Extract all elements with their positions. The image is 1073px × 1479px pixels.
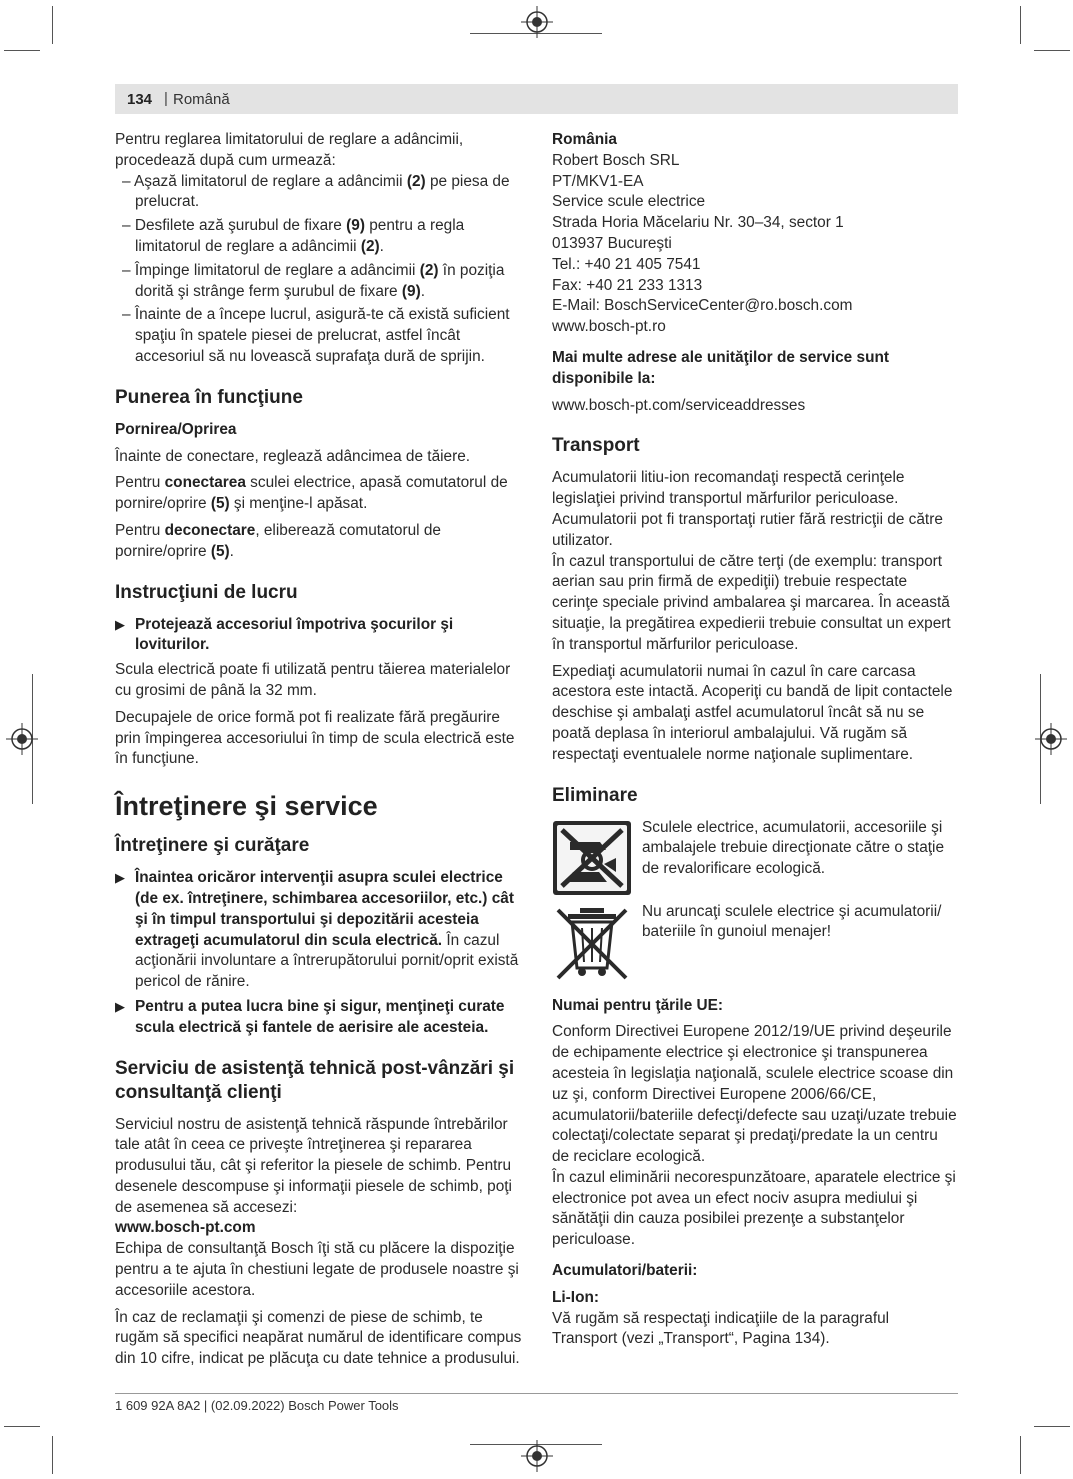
- footer-rule: [115, 1393, 958, 1394]
- registration-mark-icon: [521, 6, 553, 38]
- onoff-paragraph: Înainte de conectare, reglează adâncimea de tăiere.: [115, 447, 471, 465]
- arrow-icon: ▶: [115, 870, 125, 886]
- address-line: Fax: +40 21 233 1313: [552, 276, 703, 294]
- section-heading-work: Instrucţiuni de lucru: [115, 581, 298, 603]
- address-line: 013937 Bucureşti: [552, 234, 672, 252]
- address-line: PT/MKV1-EA: [552, 172, 644, 190]
- arrow-icon: ▶: [115, 998, 125, 1014]
- step-item: – Înainte de a începe lucrul, asigură-te că există suficient spaţiu în spatele piesei de prelucrat, astfel încât accesoriul să nu lovească suprafaţa dură de sprijin.: [122, 306, 510, 365]
- transport-paragraph: Expediaţi acumulatorii numai în cazul în care carcasa acestora este intactă. Acoperiţi cu bandă de lipit contactele deschise şi ambalaţi astfel acumulatorul încât să nu se poată deplasa în interiorul ambalajului. Vă rugăm să respectaţi eventualele norme naţionale suplimentare.: [552, 662, 953, 763]
- warning-item: ▶ Protejează accesoriul împotriva şocurilor şi loviturilor.: [115, 615, 454, 654]
- service-paragraph: În caz de reclamaţii şi comenzi de piese de schimb, te rugăm să specifici neapărat numărul de identificare compus din 10 cifre, indicat pe plăcuţa cu date tehnice a produsului.: [115, 1308, 522, 1368]
- recycle-note: [552, 818, 957, 898]
- liion-paragraph: Vă rugăm să respectaţi indicaţiile de la paragraful Transport (vezi „Transport“, Pagina 134).: [552, 1309, 890, 1348]
- disposal-text: Nu aruncaţi sculele electrice şi acumulatorii/ bateriile în gunoiul menajer!: [642, 902, 942, 941]
- disposal-text: Sculele electrice, acumulatorii, accesoriile şi ambalajele trebuie direcţionate către o staţie de revalorificare ecologică.: [642, 818, 945, 878]
- page-footer: 1 609 92A 8A2 | (02.09.2022) Bosch Power Tools: [115, 1398, 399, 1413]
- step-item: – Aşază limitatorul de reglare a adâncimii (2) pe piesa de prelucrat.: [122, 172, 510, 211]
- crop-mark: [4, 1426, 40, 1427]
- crop-mark: [4, 50, 40, 51]
- work-paragraph: Decupajele de orice formă pot fi realizate fără pregăurire prin împingerea accesoriului în timp de scula electrică este în funcţiune.: [115, 708, 515, 768]
- header-language: Română: [173, 91, 230, 108]
- address-line: Tel.: +40 21 405 7541: [552, 255, 701, 273]
- eu-paragraph: În cazul eliminării necorespunzătoare, aparatele electrice şi electronice pot avea un efect nociv asupra mediului şi sănătăţii din cauza posibilei prezenţe a substanţelor periculoase.: [552, 1168, 956, 1249]
- section-heading-disposal: Eliminare: [552, 784, 638, 806]
- crossed-bin-icon: [552, 904, 632, 980]
- depth-intro: Pentru reglarea limitatorului de reglare a adâncimii, procedează după cum urmează:: [115, 131, 464, 169]
- page-number: 134: [127, 91, 153, 108]
- registration-mark-icon: [521, 1440, 553, 1472]
- switch-on-paragraph: Pentru conectarea sculei electrice, apasă comutatorul de pornire/oprire (5) şi menţine-l apăsat.: [115, 474, 508, 513]
- arrow-icon: ▶: [115, 616, 125, 632]
- bin-note: [552, 902, 957, 982]
- section-heading-service: Serviciu de asistenţă tehnică post-vânzări şi consultanţă clienţi: [115, 1057, 515, 1103]
- address-line: Robert Bosch SRL: [552, 151, 680, 169]
- more-addresses-url[interactable]: www.bosch-pt.com/serviceaddresses: [552, 396, 806, 414]
- crop-mark: [52, 6, 53, 44]
- warning-item: ▶ Înaintea oricăror intervenţii asupra sculei electrice (de ex. întreţinere, schimbarea accesoriilor, etc.) cât şi în timpul transportului şi depozitării acesteia extrageţi acumulatorul din scula electrică. În cazul acţionării involuntare a întrerupătorului pornit/oprit există pericol de rănire.: [115, 869, 519, 991]
- section-heading-start: Punerea în funcţiune: [115, 386, 303, 408]
- service-paragraph: Serviciul nostru de asistenţă tehnică răspunde întrebărilor tale atât în ceea ce priveşte întreţinerea şi repararea produsului tău, cât şi referitor la piesele de schimb. Pentru desenele descompuse şi informaţii piesele de schimb, poţi de asemenea să accesezi:: [115, 1115, 512, 1216]
- step-item: – Împinge limitatorul de reglare a adâncimii (2) în poziţia dorită şi strânge ferm şurubul de fixare (9).: [122, 261, 505, 300]
- batteries-heading: Acumulatori/baterii:: [552, 1262, 698, 1280]
- eu-paragraph: Conform Directivei Europene 2012/19/UE privind deşeurile de echipamente electrice şi electronice şi transpunerea acesteia în legislaţia naţională, sculele electrice scoase din uz şi, conform Directivei Europene 2006/66/CE, acumulatorii/bateriile defecţi/defecte sau uzaţi/uzate trebuie colectaţi/colectate separat şi predaţi/predate la un centru de reciclare ecologică.: [552, 1023, 957, 1166]
- subheading-onoff: Pornirea/Oprirea: [115, 420, 237, 438]
- section-heading-transport: Transport: [552, 435, 640, 457]
- recycling-symbol-icon: [552, 820, 632, 896]
- registration-mark-icon: [6, 723, 38, 755]
- service-paragraph: Echipa de consultanţă Bosch îţi stă cu plăcere la dispoziţie pentru a te ajuta în chestiuni legate de produsele noastre şi accesoriile acestora.: [115, 1240, 519, 1299]
- address-line: Strada Horia Măcelariu Nr. 30–34, sector 1: [552, 214, 844, 232]
- address-line: Service scule electrice: [552, 193, 706, 211]
- right-column: [552, 130, 957, 1350]
- left-column: [115, 130, 525, 1370]
- address-website[interactable]: www.bosch-pt.ro: [552, 318, 666, 336]
- switch-off-paragraph: Pentru deconectare, eliberează comutatorul de pornire/oprire (5).: [115, 521, 441, 560]
- liion-heading: Li-Ion:: [552, 1288, 600, 1306]
- address-email[interactable]: E-Mail: BoschServiceCenter@ro.bosch.com: [552, 297, 853, 315]
- step-item: – Desfilete ază şurubul de fixare (9) pentru a regla limitatorul de reglare a adâncimii (2).: [122, 217, 465, 255]
- eu-heading: Numai pentru ţările UE:: [552, 996, 724, 1014]
- header-separator: |: [164, 90, 168, 107]
- registration-mark-icon: [1035, 723, 1067, 755]
- more-addresses-label: Mai multe adrese ale unităţilor de service sunt disponibile la:: [552, 348, 890, 387]
- page-header: [115, 84, 958, 114]
- crop-mark: [1020, 6, 1021, 44]
- service-url[interactable]: www.bosch-pt.com: [115, 1219, 256, 1237]
- transport-paragraph: Acumulatorii litiu-ion recomandaţi respectă cerinţele legislaţiei privind transportul mărfurilor periculoase. Acumulatorii pot fi transportaţi rutier fără restricţii de către utilizator.: [552, 469, 943, 549]
- crop-mark: [52, 1436, 53, 1474]
- warning-item: ▶ Pentru a putea lucra bine şi sigur, menţineţi curate scula electrică şi fantele de aerisire ale acesteia.: [115, 997, 505, 1036]
- section-heading-cleaning: Întreţinere şi curăţare: [115, 835, 310, 857]
- crop-mark: [1034, 1426, 1070, 1427]
- work-paragraph: Scula electrică poate fi utilizată pentru tăierea materialelor cu grosimi de până la 32 mm.: [115, 661, 511, 699]
- country-heading: România: [552, 131, 617, 148]
- crop-mark: [1034, 50, 1070, 51]
- crop-mark: [1020, 1436, 1021, 1474]
- chapter-heading-maintenance: Întreţinere şi service: [115, 791, 378, 822]
- transport-paragraph: În cazul transportului de către terţi (de exemplu: transport aerian sau prin firmă de expediţii) trebuie respectate cerinţe speciale privind ambalarea şi marcarea. În această situaţie, la pregătirea expedierii trebuie consultat un expert în transportul mărfurilor periculoase.: [552, 552, 951, 653]
